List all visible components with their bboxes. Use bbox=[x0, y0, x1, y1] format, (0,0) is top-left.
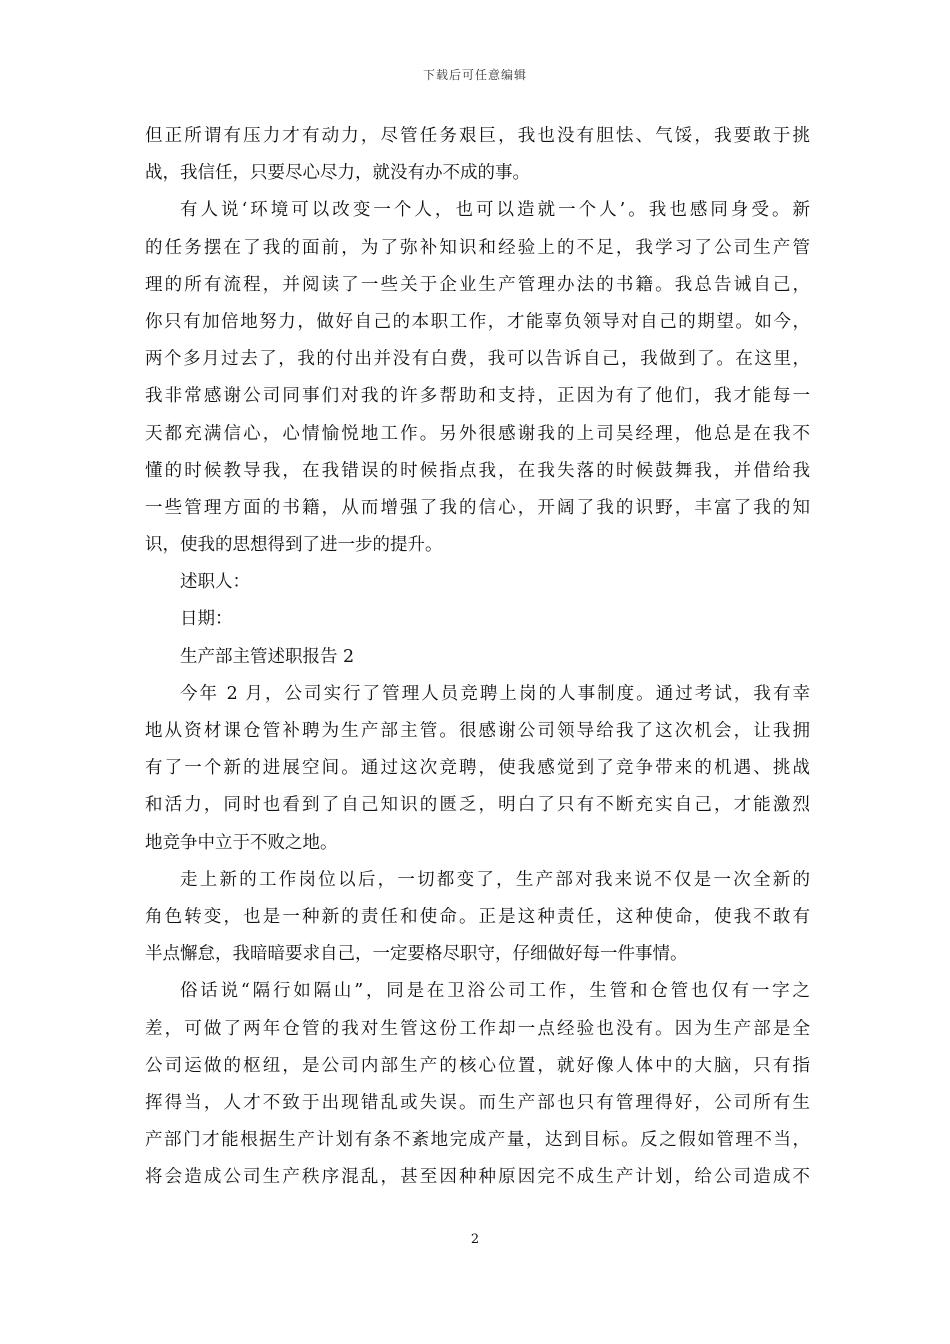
text-line: 日期： bbox=[180, 609, 233, 630]
text-line: 识，使我的思想得到了进一步的提升。 bbox=[145, 535, 443, 556]
text-line: 将会造成公司生产秩序混乱，甚至因种种原因完不成生产计划，给公司造成不 bbox=[145, 1167, 810, 1188]
text-line: 述职人： bbox=[180, 572, 250, 593]
text-line: 地竞争中立于不败之地。 bbox=[145, 832, 338, 853]
text-line: 公司运做的枢纽，是公司内部生产的核心位置，就好像人体中的大脑，只有指 bbox=[145, 1055, 810, 1076]
text-line: 和活力，同时也看到了自己知识的匮乏，明白了只有不断充实自己，才能激烈 bbox=[145, 795, 810, 816]
text-line: 产部门才能根据生产计划有条不紊地完成产量，达到目标。反之假如管理不当， bbox=[145, 1130, 810, 1151]
text-line: 差，可做了两年仓管的我对生管这份工作却一点经验也没有。因为生产部是全 bbox=[145, 1018, 810, 1039]
text-line: 天都充满信心，心情愉悦地工作。另外很感谢我的上司吴经理，他总是在我不 bbox=[145, 423, 810, 444]
page-header: 下载后可任意编辑 bbox=[422, 68, 527, 82]
text-line: 生产部主管述职报告 2 bbox=[180, 646, 355, 667]
text-line: 角色转变，也是一种新的责任和使命。正是这种责任，这种使命，使我不敢有 bbox=[145, 906, 810, 927]
text-line: 挥得当，人才不致于出现错乱或失误。而生产部也只有管理得好，公司所有生 bbox=[145, 1092, 810, 1113]
text-line: 有人说‘环境可以改变一个人，也可以造就一个人’。我也感同身受。新 bbox=[180, 200, 810, 221]
text-line: 走上新的工作岗位以后，一切都变了，生产部对我来说不仅是一次全新的 bbox=[180, 869, 810, 890]
text-line: 地从资材课仓管补聘为生产部主管。很感谢公司领导给我了这次机会，让我拥 bbox=[145, 721, 810, 741]
text-line: 你只有加倍地努力，做好自己的本职工作，才能辜负领导对自己的期望。如今， bbox=[145, 311, 810, 332]
text-line: 但正所谓有压力才有动力，尽管任务艰巨，我也没有胆怯、气馁，我要敢于挑 bbox=[145, 126, 810, 146]
text-line: 两个多月过去了，我的付出并没有白费，我可以告诉自己，我做到了。在这里， bbox=[145, 349, 810, 370]
document-body bbox=[145, 118, 810, 1196]
text-line: 一些管理方面的书籍，从而增强了我的信心，开阔了我的识野，丰富了我的知 bbox=[145, 497, 810, 518]
text-line: 今年 2 月，公司实行了管理人员竞聘上岗的人事制度。通过考试，我有幸 bbox=[180, 683, 810, 704]
text-line: 懂的时候教导我，在我错误的时候指点我，在我失落的时候鼓舞我，并借给我 bbox=[145, 460, 810, 481]
text-line: 的任务摆在了我的面前，为了弥补知识和经验上的不足，我学习了公司生产管 bbox=[145, 237, 810, 258]
text-line: 俗话说“隔行如隔山”，同是在卫浴公司工作，生管和仓管也仅有一字之 bbox=[180, 981, 810, 1002]
text-line: 有了一个新的进展空间。通过这次竞聘，使我感觉到了竞争带来的机遇、挑战 bbox=[145, 758, 810, 779]
text-line: 战，我信任，只要尽心尽力，就没有办不成的事。 bbox=[145, 163, 530, 184]
text-line: 半点懈怠，我暗暗要求自己，一定要格尽职守，仔细做好每一件事情。 bbox=[145, 944, 688, 965]
text-line: 我非常感谢公司同事们对我的许多帮助和支持，正因为有了他们，我才能每一 bbox=[145, 386, 810, 407]
page-number: 2 bbox=[470, 1232, 480, 1247]
text-line: 理的所有流程，并阅读了一些关于企业生产管理办法的书籍。我总告诫自己， bbox=[145, 274, 810, 295]
